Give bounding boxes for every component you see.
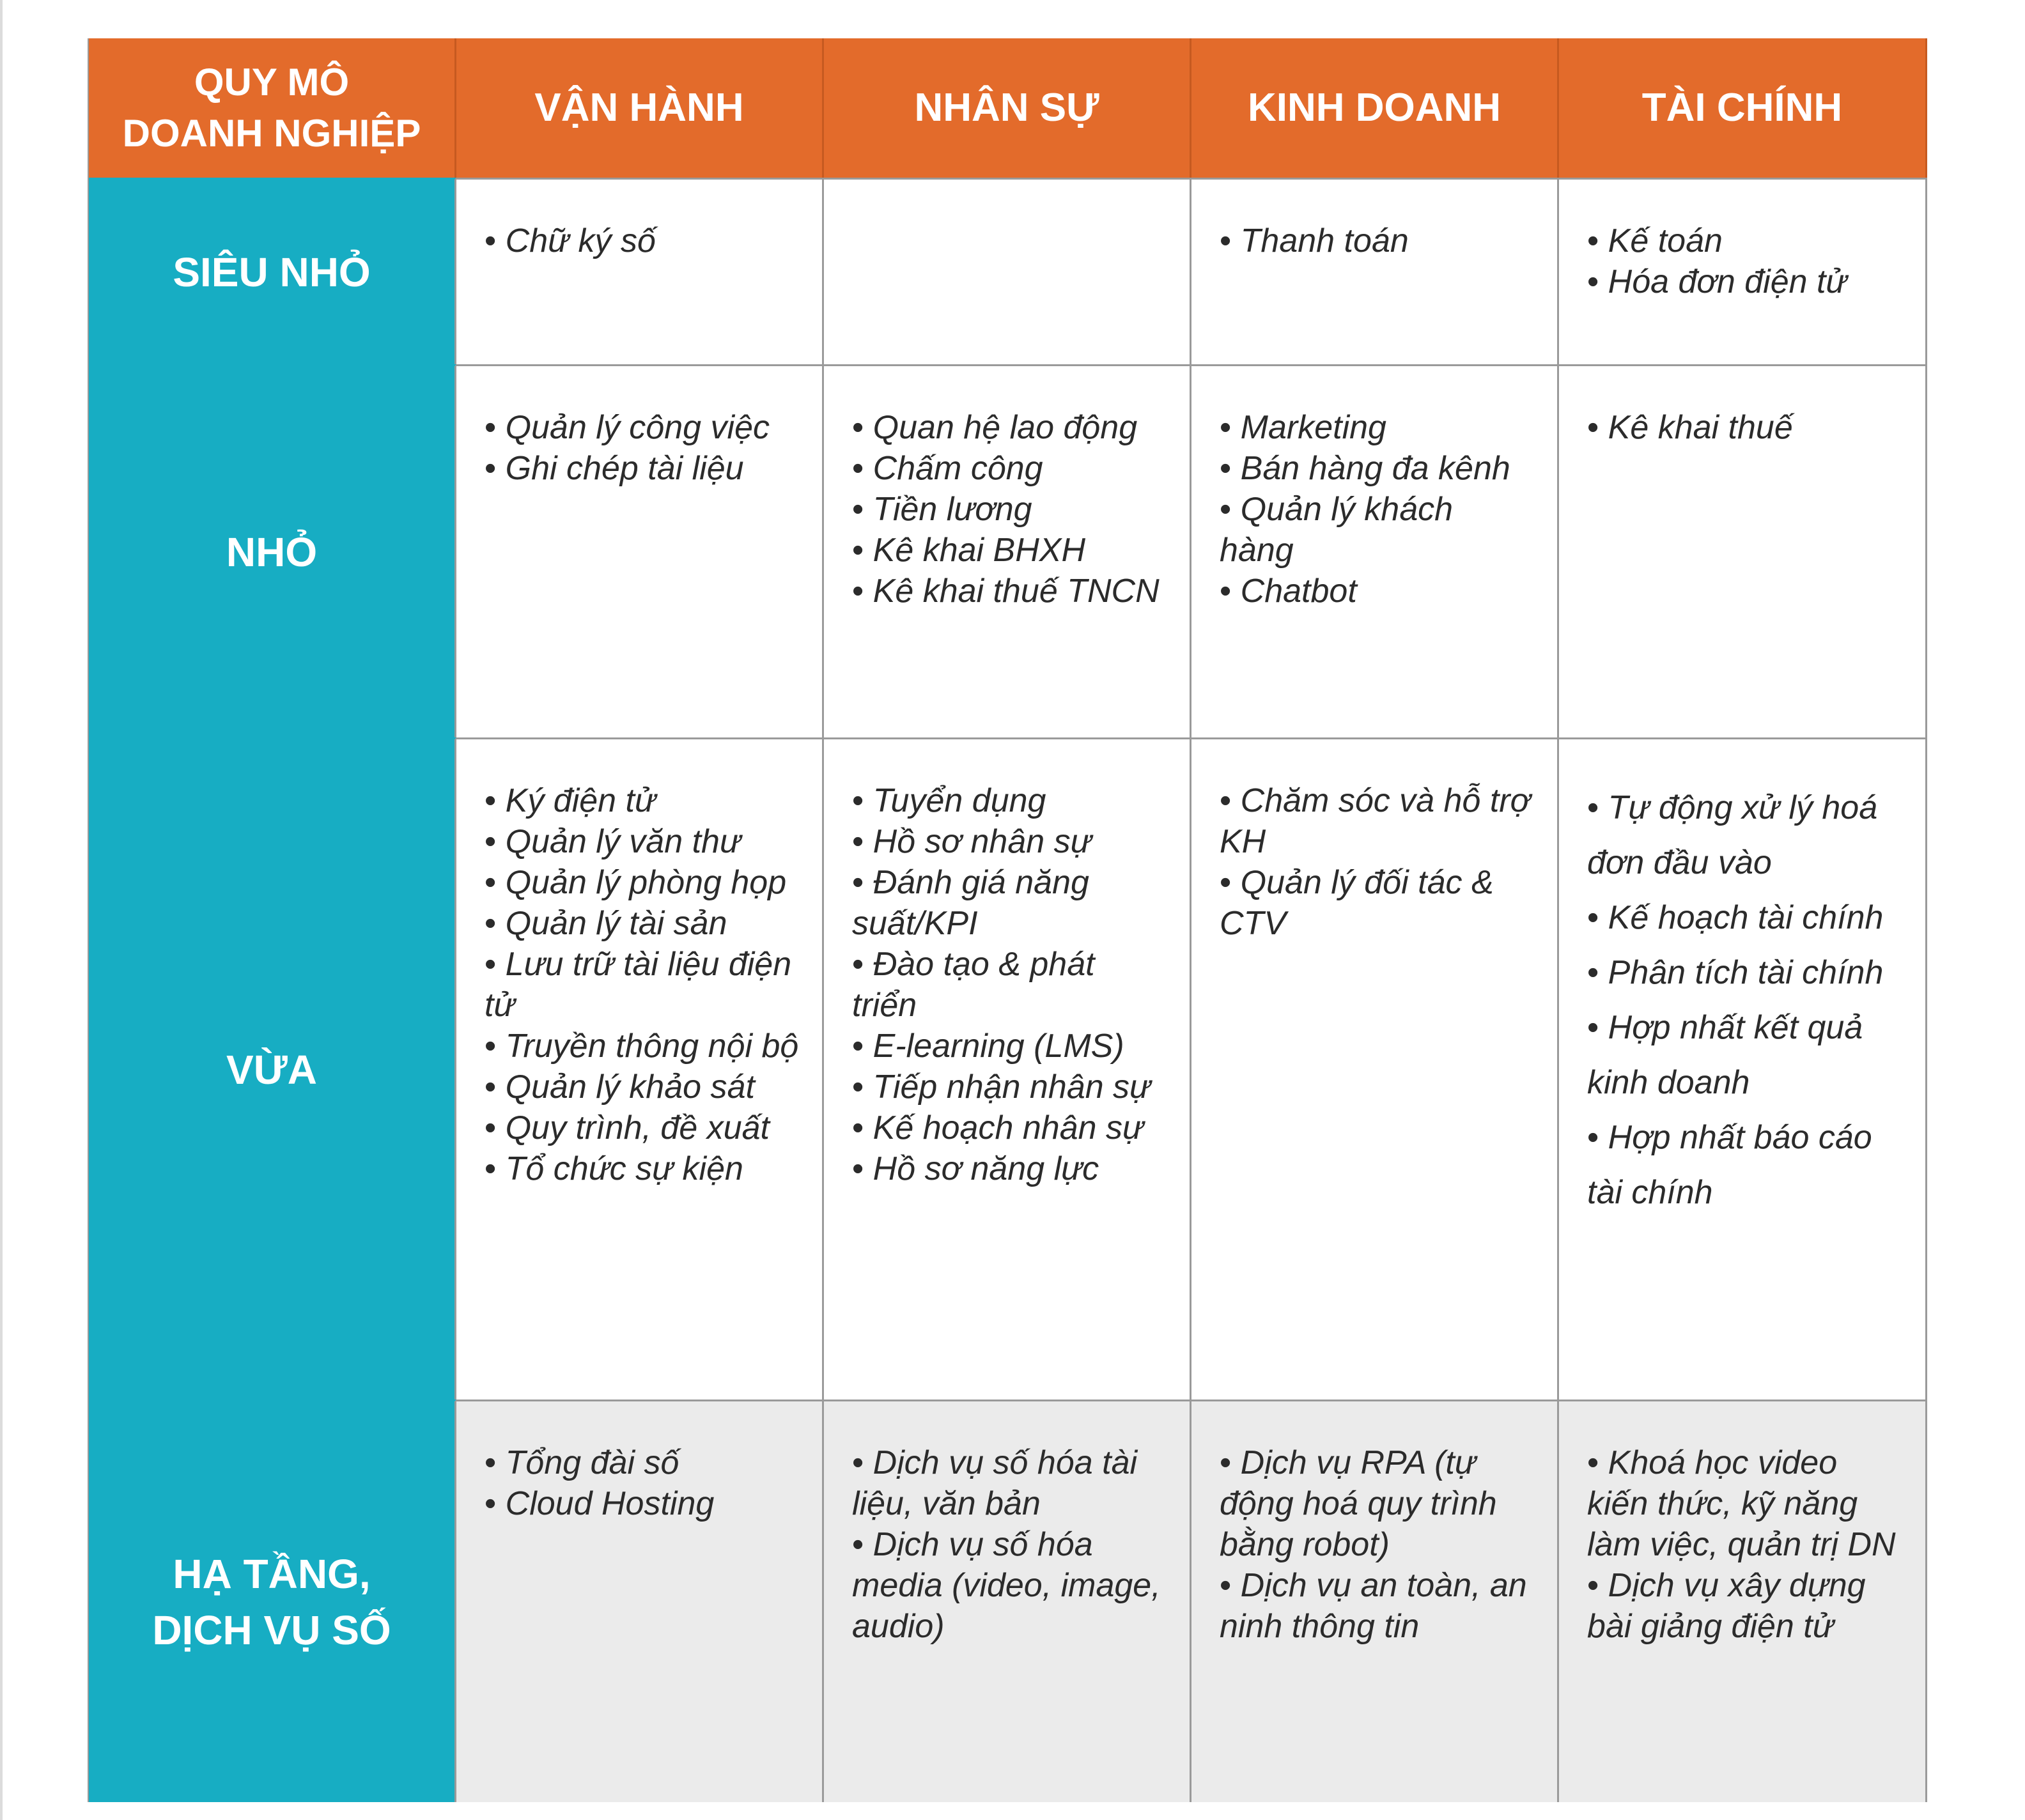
item-list [485, 220, 799, 261]
item-list [485, 780, 799, 1189]
cell-small-business [1191, 364, 1559, 737]
list-item: • Đào tạo & phát triển [852, 944, 1167, 1026]
row-label-micro [89, 178, 456, 364]
cell-micro-business [1191, 178, 1559, 364]
list-item: • Kế hoạch tài chính [1587, 890, 1902, 945]
cell-micro-hr [824, 178, 1191, 364]
header-scale-label: QUY MÔ DOANH NGHIỆP [122, 61, 421, 155]
list-item: • Tiếp nhận nhân sự [852, 1067, 1167, 1107]
list-item: • Hồ sơ nhân sự [852, 821, 1167, 862]
header-finance-label: TÀI CHÍNH [1641, 86, 1843, 130]
list-item: • Tiền lương [852, 489, 1167, 530]
item-list [1220, 780, 1534, 944]
list-item: • Dịch vụ xây dựng bài giảng điện tử [1587, 1565, 1902, 1647]
row-label-small [89, 364, 456, 737]
header-operations-label: VẬN HÀNH [534, 86, 744, 130]
row-label-text: HẠ TẦNG, DỊCH VỤ SỐ [152, 1550, 391, 1653]
list-item: • Quản lý văn thư [485, 821, 799, 862]
cell-medium-operations [456, 737, 824, 1400]
header-business-label: KINH DOANH [1247, 86, 1501, 130]
cell-small-finance [1559, 364, 1927, 737]
list-item: • Quản lý tài sản [485, 903, 799, 944]
header-hr-label: NHÂN SỰ [914, 86, 1099, 130]
item-list [1220, 220, 1534, 261]
item-list [1220, 1442, 1534, 1647]
list-item: • Khoá học video kiến thức, kỹ năng làm việc, quản trị DN [1587, 1442, 1902, 1565]
cell-micro-operations [456, 178, 824, 364]
item-list [1587, 1442, 1902, 1647]
cell-small-operations [456, 364, 824, 737]
list-item: • Ghi chép tài liệu [485, 448, 799, 489]
header-business [1191, 38, 1559, 178]
list-item: • E-learning (LMS) [852, 1026, 1167, 1067]
list-item: • Chăm sóc và hỗ trợ KH [1220, 780, 1534, 862]
item-list [485, 1442, 799, 1524]
list-item: • Thanh toán [1220, 220, 1534, 261]
cell-infra-business [1191, 1400, 1559, 1802]
list-item: • Quản lý phòng họp [485, 862, 799, 903]
item-list [852, 1442, 1167, 1647]
list-item: • Lưu trữ tài liệu điện tử [485, 944, 799, 1026]
list-item: • Ký điện tử [485, 780, 799, 821]
item-list [1587, 407, 1902, 448]
left-edge-border [0, 0, 3, 1820]
row-label-text: VỪA [226, 1046, 317, 1093]
cell-small-hr [824, 364, 1191, 737]
cell-medium-business [1191, 737, 1559, 1400]
item-list [1220, 407, 1534, 612]
list-item: • Quản lý công việc [485, 407, 799, 448]
list-item: • Hợp nhất báo cáo tài chính [1587, 1110, 1902, 1220]
list-item: • Hóa đơn điện tử [1587, 261, 1902, 302]
list-item: • Quan hệ lao động [852, 407, 1167, 448]
list-item: • Quản lý khảo sát [485, 1067, 799, 1107]
list-item: • Tổ chức sự kiện [485, 1148, 799, 1189]
list-item: • Tổng đài số [485, 1442, 799, 1483]
list-item: • Chatbot [1220, 571, 1534, 612]
cell-infra-finance [1559, 1400, 1927, 1802]
list-item: • Kế toán [1587, 220, 1902, 261]
list-item: • Cloud Hosting [485, 1483, 799, 1524]
row-label-text: NHỎ [226, 528, 318, 575]
row-label-text: SIÊU NHỎ [173, 249, 371, 295]
list-item: • Chấm công [852, 448, 1167, 489]
row-label-infrastructure [89, 1400, 456, 1802]
list-item: • Quản lý khách hàng [1220, 489, 1534, 571]
header-scale [89, 38, 456, 178]
list-item: • Dịch vụ số hóa media (video, image, audio) [852, 1524, 1167, 1647]
list-item: • Đánh giá năng suất/KPI [852, 862, 1167, 944]
list-item: • Kế hoạch nhân sự [852, 1107, 1167, 1148]
list-item: • Kê khai thuế [1587, 407, 1902, 448]
header-finance [1559, 38, 1927, 178]
list-item: • Tuyển dụng [852, 780, 1167, 821]
list-item: • Quy trình, đề xuất [485, 1107, 799, 1148]
list-item: • Hồ sơ năng lực [852, 1148, 1167, 1189]
cell-medium-finance [1559, 737, 1927, 1400]
list-item: • Quản lý đối tác & CTV [1220, 862, 1534, 944]
cell-micro-finance [1559, 178, 1927, 364]
cell-infra-hr [824, 1400, 1191, 1802]
list-item: • Hợp nhất kết quả kinh doanh [1587, 1000, 1902, 1110]
cell-infra-operations [456, 1400, 824, 1802]
list-item: • Dịch vụ RPA (tự động hoá quy trình bằng robot) [1220, 1442, 1534, 1565]
row-label-medium [89, 737, 456, 1400]
item-list [1587, 220, 1902, 302]
list-item: • Chữ ký số [485, 220, 799, 261]
list-item: • Bán hàng đa kênh [1220, 448, 1534, 489]
item-list [852, 780, 1167, 1189]
cell-medium-hr [824, 737, 1191, 1400]
item-list [485, 407, 799, 489]
list-item: • Kê khai thuế TNCN [852, 571, 1167, 612]
header-hr [824, 38, 1191, 178]
list-item: • Phân tích tài chính [1587, 945, 1902, 1000]
item-list [852, 407, 1167, 612]
list-item: • Marketing [1220, 407, 1534, 448]
list-item: • Truyền thông nội bộ [485, 1026, 799, 1067]
list-item: • Dịch vụ số hóa tài liệu, văn bản [852, 1442, 1167, 1524]
list-item: • Dịch vụ an toàn, an ninh thông tin [1220, 1565, 1534, 1647]
header-operations [456, 38, 824, 178]
item-list [1587, 780, 1902, 1220]
list-item: • Tự động xử lý hoá đơn đầu vào [1587, 780, 1902, 890]
digital-solutions-table [88, 38, 1926, 1802]
list-item: • Kê khai BHXH [852, 530, 1167, 571]
